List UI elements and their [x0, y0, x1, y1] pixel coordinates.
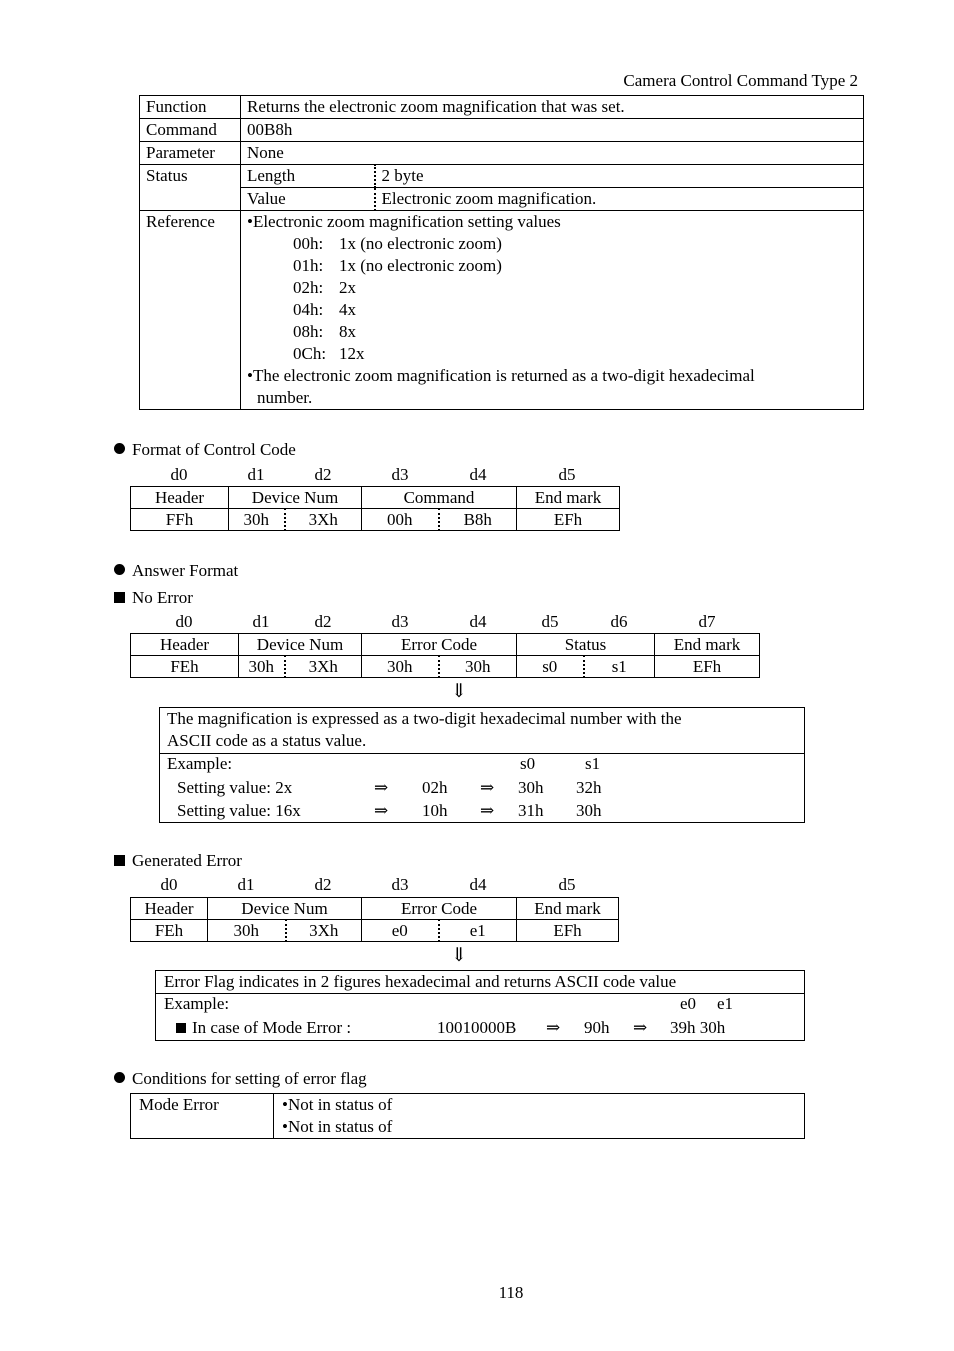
value-cell: 30h [439, 656, 517, 678]
byte-label: d3 [391, 612, 409, 631]
right-arrow-icon: ⇒ [480, 801, 495, 820]
page-number: 118 [498, 1283, 524, 1302]
value-cell: 30h [362, 656, 439, 678]
value-cell: s1 [584, 656, 655, 678]
value-cell: 3Xh [285, 509, 362, 531]
value-cell: 3Xh [285, 656, 362, 678]
reference-item [247, 343, 857, 365]
status-label: Status [140, 165, 241, 211]
parameter-row [140, 142, 864, 165]
status-cell: Status [517, 634, 655, 656]
reference-desc: 12x [339, 344, 365, 363]
no-error-byte-labels [0, 612, 954, 632]
conditions-table [130, 1093, 805, 1139]
reference-items [247, 233, 857, 365]
length-label: Length [241, 165, 375, 188]
value-cell: 3Xh [286, 920, 362, 942]
reference-desc: 1x (no electronic zoom) [339, 234, 502, 253]
condition-line: •Not in status of [282, 1095, 393, 1114]
byte-label: d5 [558, 875, 576, 894]
no-error-desc-line: ASCII code as a status value. [167, 731, 367, 750]
example-label: Example: [167, 754, 233, 773]
value-cell: FFh [131, 509, 229, 531]
right-arrow-icon: ⇒ [546, 1018, 561, 1037]
hex-value: 10h [422, 801, 448, 820]
function-label: Function [140, 96, 241, 119]
reference-code: 00h: [293, 234, 324, 253]
byte-label: d2 [314, 875, 332, 894]
value-cell: B8h [439, 509, 517, 531]
right-arrow-icon: ⇒ [480, 778, 495, 797]
square-icon [176, 1023, 186, 1033]
value-cell: 30h [229, 509, 285, 531]
byte-label: d6 [610, 612, 628, 631]
reference-note: •The electronic zoom magnification is returned as a two-digit hexadecimal [247, 366, 755, 385]
example-row-label: Setting value: 16x [177, 801, 301, 820]
down-arrow-icon: ⇓ [451, 945, 467, 966]
e0-label: e0 [680, 994, 697, 1013]
ascii-s1: 30h [576, 801, 602, 820]
end-mark-cell: End mark [517, 898, 619, 920]
command-label: Command [140, 119, 241, 142]
reference-row [140, 211, 864, 410]
value-cell: 00h [362, 509, 439, 531]
header-cell: Header [131, 634, 239, 656]
value-cell: e0 [362, 920, 439, 942]
hex-value: 02h [422, 778, 448, 797]
no-error-explanation-box [159, 707, 805, 823]
reference-item [247, 233, 857, 255]
square-icon [114, 592, 125, 603]
byte-label: d1 [252, 612, 270, 631]
command-value: 00B8h [241, 119, 864, 142]
byte-label: d5 [541, 612, 559, 631]
error-byte-labels [0, 875, 954, 895]
parameter-label: Parameter [140, 142, 241, 165]
reference-desc: 8x [339, 322, 356, 341]
byte-label: d1 [237, 875, 255, 894]
s1-label: s1 [585, 754, 601, 773]
reference-code: 01h: [293, 256, 324, 275]
value-cell: FEh [131, 920, 208, 942]
device-num-cell: Device Num [229, 487, 362, 509]
reference-desc: 1x (no electronic zoom) [339, 256, 502, 275]
reference-code: 04h: [293, 300, 324, 319]
binary-value: 10010000B [437, 1018, 517, 1037]
command-cell: Command [362, 487, 517, 509]
length-value: 2 byte [375, 165, 864, 188]
hex-value: 90h [584, 1018, 610, 1037]
reference-label: Reference [140, 211, 241, 410]
function-row [140, 96, 864, 119]
error-code-cell: Error Code [362, 898, 517, 920]
value-cell: EFh [517, 920, 619, 942]
reference-content [241, 211, 864, 410]
reference-note-cont: number. [257, 388, 313, 407]
ascii-s0: 30h [518, 778, 544, 797]
value-label: Value [241, 188, 375, 211]
reference-item [247, 255, 857, 277]
mode-error-label: Mode Error [131, 1094, 274, 1139]
command-spec-table [139, 95, 864, 410]
right-arrow-icon: ⇒ [633, 1018, 648, 1037]
example-row-label: Setting value: 2x [177, 778, 293, 797]
function-value: Returns the electronic zoom magnification that was set. [241, 96, 864, 119]
down-arrow-icon: ⇓ [451, 681, 467, 702]
byte-label: d4 [469, 612, 487, 631]
e1-label: e1 [717, 994, 734, 1013]
byte-label: d0 [160, 875, 178, 894]
byte-label: d4 [469, 465, 487, 484]
error-desc: Error Flag indicates in 2 figures hexadecimal and returns ASCII code value [164, 972, 677, 991]
device-num-cell: Device Num [208, 898, 362, 920]
condition-line: •Not in status of [282, 1117, 393, 1136]
error-code-cell: Error Code [362, 634, 517, 656]
conditions-title: Conditions for setting of error flag [114, 1069, 367, 1089]
conditions-content [274, 1094, 805, 1139]
ascii-s1: 32h [576, 778, 602, 797]
mode-error-case: In case of Mode Error : [176, 1018, 351, 1038]
parameter-value: None [241, 142, 864, 165]
byte-label: d2 [314, 612, 332, 631]
error-table [130, 897, 619, 942]
byte-label: d0 [175, 612, 193, 631]
end-mark-cell: End mark [655, 634, 760, 656]
reference-item [247, 299, 857, 321]
byte-label: d5 [558, 465, 576, 484]
bullet-icon [114, 443, 125, 454]
right-arrow-icon: ⇒ [374, 778, 389, 797]
reference-desc: 2x [339, 278, 356, 297]
end-mark-cell: End mark [517, 487, 620, 509]
header-cell: Header [131, 898, 208, 920]
reference-item [247, 321, 857, 343]
value-cell: s0 [517, 656, 584, 678]
control-code-byte-labels [0, 465, 954, 485]
value-value: Electronic zoom magnification. [375, 188, 864, 211]
command-row [140, 119, 864, 142]
value-cell: e1 [439, 920, 517, 942]
reference-intro: •Electronic zoom magnification setting values [247, 212, 561, 231]
value-cell: EFh [517, 509, 620, 531]
control-code-table [130, 486, 620, 531]
s0-label: s0 [520, 754, 536, 773]
byte-label: d2 [314, 465, 332, 484]
control-code-title: Format of Control Code [114, 440, 296, 460]
byte-label: d3 [391, 875, 409, 894]
value-cell: 30h [208, 920, 286, 942]
ascii-value: 39h 30h [670, 1018, 726, 1037]
value-cell: FEh [131, 656, 239, 678]
error-explanation-box [155, 970, 805, 1041]
no-error-table [130, 633, 760, 678]
ascii-s0: 31h [518, 801, 544, 820]
header-cell: Header [131, 487, 229, 509]
bullet-icon [114, 1072, 125, 1083]
reference-desc: 4x [339, 300, 356, 319]
status-length-row [140, 165, 864, 188]
no-error-title: No Error [114, 588, 193, 608]
generated-error-title: Generated Error [114, 851, 242, 871]
byte-label: d4 [469, 875, 487, 894]
answer-format-title: Answer Format [114, 561, 238, 581]
value-cell: 30h [239, 656, 285, 678]
right-arrow-icon: ⇒ [374, 801, 389, 820]
no-error-desc-line: The magnification is expressed as a two-digit hexadecimal number with the [167, 709, 682, 728]
reference-code: 0Ch: [293, 344, 327, 363]
status-value-row [140, 188, 864, 211]
value-cell: EFh [655, 656, 760, 678]
bullet-icon [114, 564, 125, 575]
device-num-cell: Device Num [239, 634, 362, 656]
byte-label: d3 [391, 465, 409, 484]
reference-item [247, 277, 857, 299]
document-header: Camera Control Command Type 2 [623, 71, 858, 90]
reference-code: 08h: [293, 322, 324, 341]
byte-label: d7 [698, 612, 716, 631]
byte-label: d1 [247, 465, 265, 484]
byte-label: d0 [170, 465, 188, 484]
reference-code: 02h: [293, 278, 324, 297]
example-label: Example: [164, 994, 230, 1013]
square-icon [114, 855, 125, 866]
